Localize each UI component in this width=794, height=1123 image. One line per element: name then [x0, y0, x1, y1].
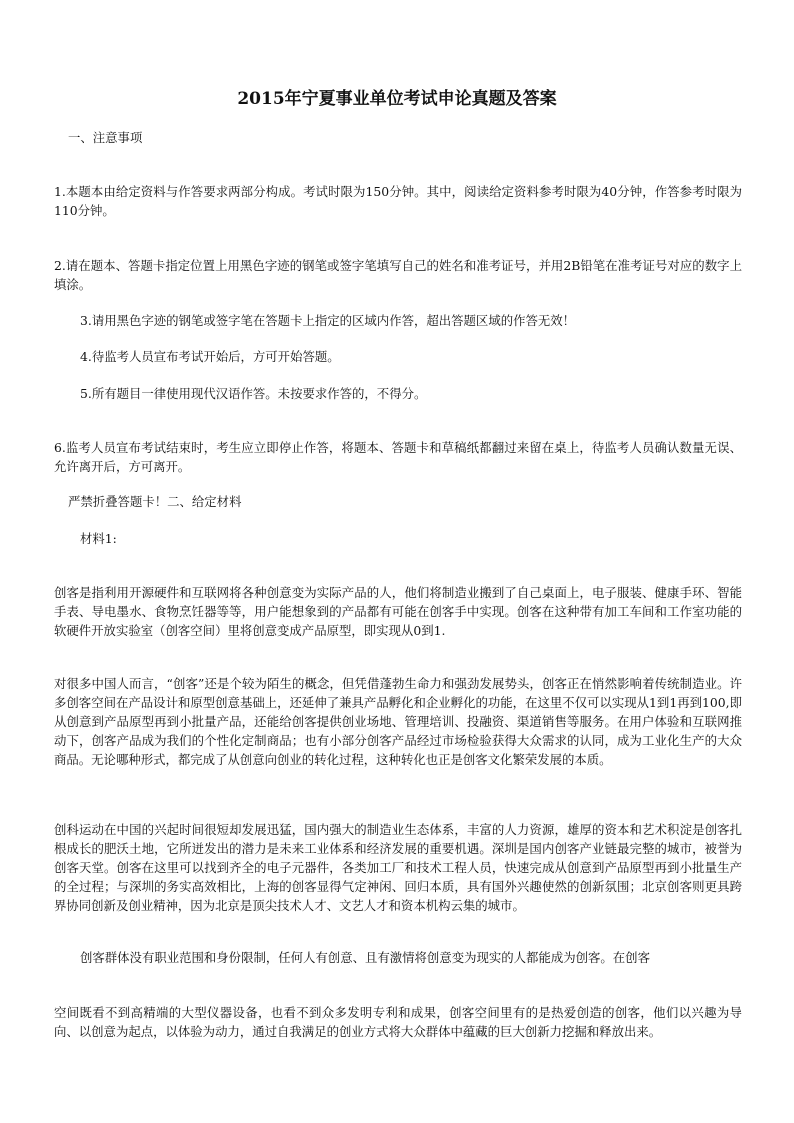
paragraph: 5.所有题目一律使用现代汉语作答。未按要求作答的，不得分。: [80, 386, 427, 401]
material-label: 材料1:: [80, 531, 117, 546]
section-heading-materials: 严禁折叠答题卡！二、给定材料: [68, 494, 242, 509]
paragraph: 空间既看不到高精端的大型仪器设备，也看不到众多发明专利和成果，创客空间里有的是热爱创造的创客，他们以兴趣为导向、以创意为起点，以体验为动力，通过自我满足的创业方式将大众群体中蕴藏的巨大创新力挖掘和释放出来。: [54, 1005, 742, 1039]
paragraph: 创客群体没有职业范围和身份限制，任何人有创意、且有激情将创意变为现实的人都能成为创客。在创客: [80, 950, 650, 965]
paragraph: 对很多中国人而言，“创客”还是个较为陌生的概念，但凭借蓬勃生命力和强劲发展势头，创客正在悄然影响着传统制造业。许多创客空间在产品设计和原型创意基础上，还延伸了兼具产品孵化和企业孵化的功能，在这里不仅可以实现从1到1再到100,即从创意到产品原型再到小批量产品，还能给创客提供创业场地、管理培训、投融资、渠道销售等服务。在用户体验和互联网推动下，创客产品成为我们的个性化定制商品；也有小部分创客产品经过市场检验获得大众需求的认同，成为工业化生产的大众商品。无论哪种形式，都完成了从创意向创业的转化过程，这种转化也正是创客文化繁荣发展的本质。: [54, 676, 742, 767]
paragraph: 2.请在题本、答题卡指定位置上用黑色字迹的钢笔或签字笔填写自己的姓名和准考证号，并用2B铅笔在准考证号对应的数字上填涂。: [54, 258, 742, 292]
paragraph: 6.监考人员宣布考试结束时，考生应立即停止作答，将题本、答题卡和草稿纸都翻过来留在桌上，待监考人员确认数量无误、允许离开后，方可离开。: [54, 440, 742, 474]
paragraph: 创科运动在中国的兴起时间很短却发展迅猛，国内强大的制造业生态体系，丰富的人力资源，雄厚的资本和艺术积淀是创客扎根成长的肥沃土地，它所迸发出的潜力是未来工业体系和经济发展的重要机遇。深圳是国内创客产业链最完整的城市，被誉为创客天堂。创客在这里可以找到齐全的电子元器件，各类加工厂和技术工程人员，快速完成从创意到产品原型再到小批量生产的全过程；与深圳的务实高效相比，上海的创客显得气定神闲、回归本质，具有国外兴趣使然的创新氛围；北京创客则更具跨界协同创新及创业精神，因为北京是顶尖技术人才、文艺人才和资本机构云集的城市。: [54, 822, 742, 913]
section-heading-notes: 一、注意事项: [68, 130, 143, 145]
paragraph: 3.请用黑色字迹的钢笔或签字笔在答题卡上指定的区域内作答，超出答题区域的作答无效！: [80, 313, 576, 328]
paragraph: 1.本题本由给定资料与作答要求两部分构成。考试时限为150分钟。其中，阅读给定资料参考时限为40分钟，作答参考时限为110分钟。: [54, 184, 742, 218]
paragraph: 创客是指利用开源硬件和互联网将各种创意变为实际产品的人，他们将制造业搬到了自己桌面上，电子服装、健康手环、智能手表、导电墨水、食物烹饪器等等，用户能想象到的产品都有可能在创客手中实现。创客在这种带有加工车间和工作室功能的软硬件开放实验室（创客空间）里将创意变成产品原型，即实现从0到1.: [54, 585, 742, 638]
paragraph: 4.待监考人员宣布考试开始后，方可开始答题。: [80, 349, 340, 364]
document-title: 2015年宁夏事业单位考试申论真题及答案: [237, 89, 557, 109]
